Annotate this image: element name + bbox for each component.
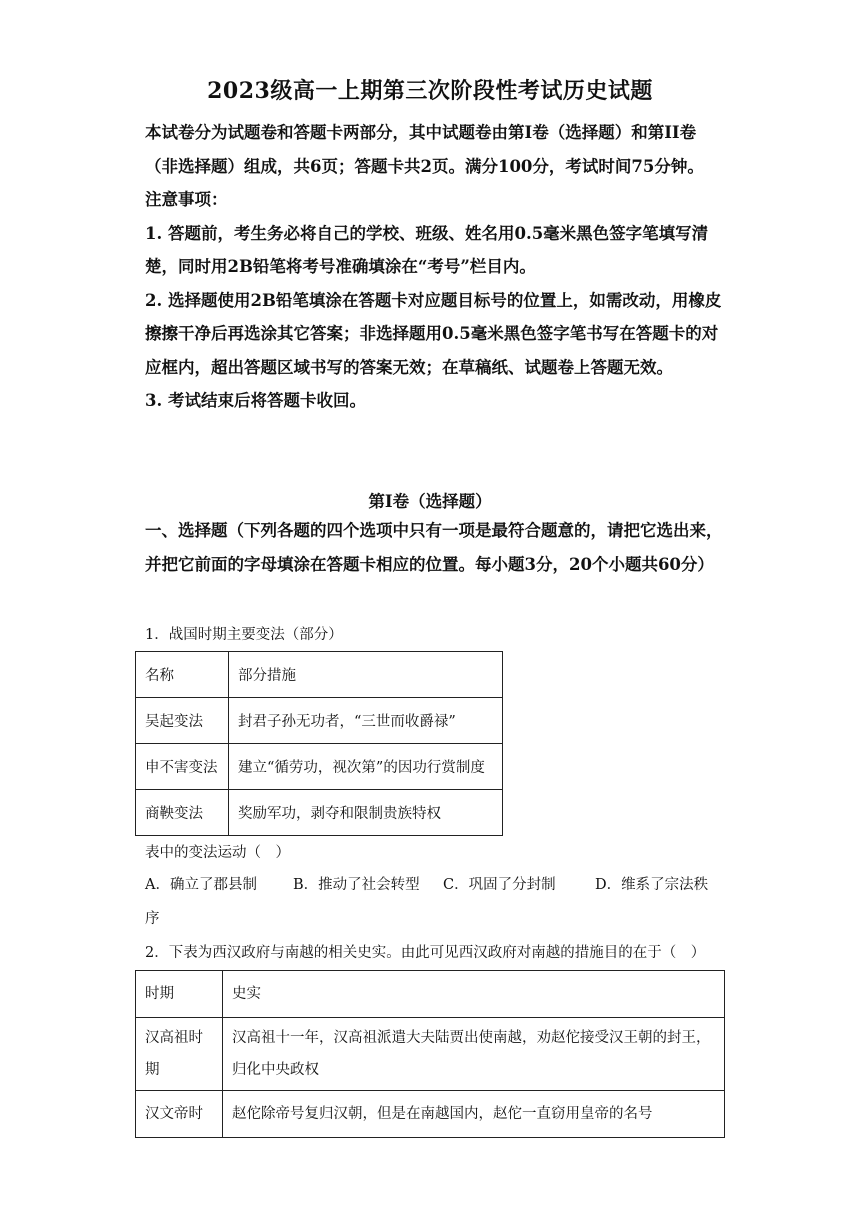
question-2-table bbox=[135, 970, 725, 1138]
section-instructions: 一、选择题（下列各题的四个选项中只有一项是最符合题意的，请把它选出来，并把它前面的字母填涂在答题卡相应的位置。每小题3分，20个小题共60分） bbox=[145, 521, 723, 574]
section-title: 第I卷（选择题） bbox=[368, 492, 492, 511]
notice-item: 2. 选择题使用2B铅笔填涂在答题卡对应题目标号的位置上，如需改动，用橡皮擦擦干净后再选涂其它答案；非选择题用0.5毫米黑色签字笔书写在答题卡的对应框内，超出答题区域书写的答案无效；在草稿纸、试题卷上答题无效。 bbox=[145, 290, 722, 377]
notice-title: 注意事项： bbox=[145, 190, 228, 209]
page-title: 2023级高一上期第三次阶段性考试历史试题 bbox=[207, 78, 653, 104]
question-1-table bbox=[135, 651, 503, 836]
table-cell: 汉高祖十一年，汉高祖派遣大夫陆贾出使南越，劝赵佗接受汉王朝的封王，归化中央政权 bbox=[223, 1018, 725, 1091]
option-c: C．巩固了分封制 bbox=[443, 877, 556, 893]
table-header-row bbox=[136, 971, 725, 1018]
question-1-stem: 1．战国时期主要变法（部分） bbox=[145, 627, 343, 643]
table-row bbox=[136, 1091, 725, 1138]
notice-item: 3. 考试结束后将答题卡收回。 bbox=[145, 391, 366, 410]
option-a: A．确立了郡县制 bbox=[145, 877, 257, 893]
table-cell: 汉高祖时期 bbox=[136, 1018, 223, 1091]
table-header-cell: 名称 bbox=[136, 652, 229, 698]
table-header-cell: 时期 bbox=[136, 971, 223, 1018]
exam-intro bbox=[145, 116, 725, 418]
table-cell: 奖励军功，剥夺和限制贵族特权 bbox=[229, 790, 503, 836]
table-cell: 商鞅变法 bbox=[136, 790, 229, 836]
question-2-stem: 2．下表为西汉政府与南越的相关史实。由此可见西汉政府对南越的措施目的在于（ ） bbox=[145, 945, 706, 961]
table-header-cell: 史实 bbox=[223, 971, 725, 1018]
table-cell: 吴起变法 bbox=[136, 698, 229, 744]
table-row bbox=[136, 698, 503, 744]
table-cell: 申不害变法 bbox=[136, 744, 229, 790]
table-cell: 汉文帝时 bbox=[136, 1091, 223, 1138]
intro-text: 本试卷分为试题卷和答题卡两部分，其中试题卷由第I卷（选择题）和第II卷（非选择题）组成，共6页；答题卡共2页。满分100分，考试时间75分钟。 bbox=[145, 123, 704, 176]
notice-item: 1. 答题前，考生务必将自己的学校、班级、姓名用0.5毫米黑色签字笔填写清楚，同时用2B铅笔将考号准确填涂在“考号”栏目内。 bbox=[145, 223, 709, 276]
table-row bbox=[136, 1018, 725, 1091]
option-d-wrap: 序 bbox=[145, 911, 160, 927]
option-b: B．推动了社会转型 bbox=[293, 877, 420, 893]
table-row bbox=[136, 744, 503, 790]
table-cell: 封君子孙无功者，“三世而收爵禄” bbox=[229, 698, 503, 744]
table-cell: 赵佗除帝号复归汉朝，但是在南越国内，赵佗一直窃用皇帝的名号 bbox=[223, 1091, 725, 1138]
table-header-row bbox=[136, 652, 503, 698]
table-cell: 建立“循劳功，视次第”的因功行赏制度 bbox=[229, 744, 503, 790]
question-1-prompt: 表中的变法运动（ ） bbox=[145, 845, 290, 861]
table-header-cell: 部分措施 bbox=[229, 652, 503, 698]
option-d: D．维系了宗法秩 bbox=[595, 877, 709, 893]
table-row bbox=[136, 790, 503, 836]
